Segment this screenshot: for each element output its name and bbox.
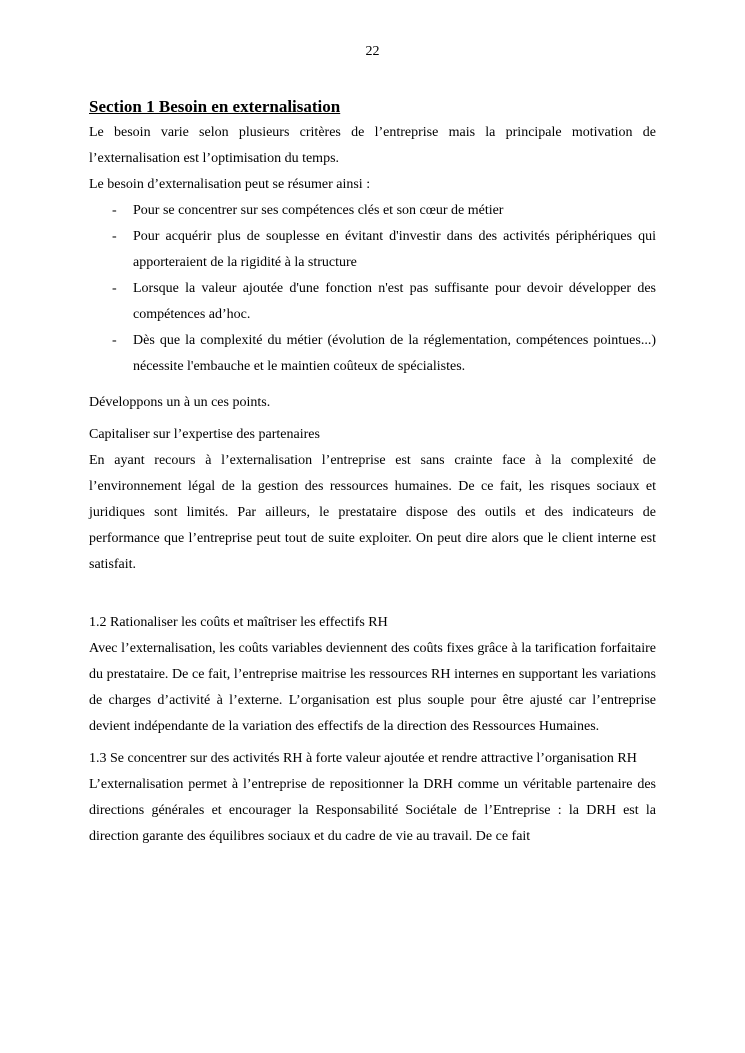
bullet-dash: -: [112, 229, 117, 244]
subsection-body-expertise: En ayant recours à l’externalisation l’entreprise est sans crainte face à la complexité de l’environnement légal de la gestion des ressources humaines. De ce fait, les risques sociaux et juridiques sont limités. Par ailleurs, le prestataire dispose des outils et des indicateurs de performance que l’entreprise peut tout de suite exploiter. On peut dire alors que le client interne est satisfait.: [89, 453, 656, 572]
subsection-body-value: L’externalisation permet à l’entreprise de repositionner la DRH comme un véritable partenaire des directions générales et encourager la Responsabilité Sociétale de l’Entreprise : la DRH est la direction garante des équilibres sociaux et du cadre de vie au travail. De ce fait: [89, 777, 656, 844]
section-title: Section 1 Besoin en externalisation: [89, 97, 341, 116]
list-item: [89, 276, 656, 328]
list-item: [89, 328, 656, 380]
list-item-text: Lorsque la valeur ajoutée d'une fonction n'est pas suffisante pour devoir développer des compétences ad’hoc.: [133, 281, 656, 322]
subsection-heading-value: 1.3 Se concentrer sur des activités RH à forte valeur ajoutée et rendre attractive l’organisation RH: [89, 751, 637, 766]
subsection-heading-costs: 1.2 Rationaliser les coûts et maîtriser les effectifs RH: [89, 615, 388, 630]
bullet-dash: -: [112, 203, 117, 218]
summary-line: Le besoin d’externalisation peut se résumer ainsi :: [89, 177, 371, 192]
page-number: 22: [365, 44, 380, 59]
subsection-body-costs: Avec l’externalisation, les coûts variables deviennent des coûts fixes grâce à la tarification forfaitaire du prestataire. De ce fait, l’entreprise maitrise les ressources RH internes en supportant les variations de charges d’activité à l’externe. L’organisation est plus souple pour être ajusté car l’entreprise devient indépendante de la variation des effectifs de la direction des Ressources Humaines.: [89, 641, 656, 734]
list-item-text: Dès que la complexité du métier (évolution de la réglementation, compétences pointues...) nécessite l'embauche et le maintien coûteux de spécialistes.: [133, 333, 656, 374]
list-item-text: Pour acquérir plus de souplesse en évitant d'investir dans des activités périphériques qui apporteraient de la rigidité à la structure: [133, 229, 656, 270]
bullet-list: [89, 198, 656, 380]
transition-text: Développons un à un ces points.: [89, 395, 271, 410]
subsection-heading-expertise: Capitaliser sur l’expertise des partenaires: [89, 427, 320, 442]
list-item: [89, 198, 656, 224]
bullet-dash: -: [112, 281, 117, 296]
bullet-dash: -: [112, 333, 117, 348]
document-body: [89, 96, 656, 850]
list-item: [89, 224, 656, 276]
list-item-text: Pour se concentrer sur ses compétences clés et son cœur de métier: [133, 203, 504, 218]
section-intro: Le besoin varie selon plusieurs critères de l’entreprise mais la principale motivation de l’externalisation est l’optimisation du temps.: [89, 125, 656, 166]
